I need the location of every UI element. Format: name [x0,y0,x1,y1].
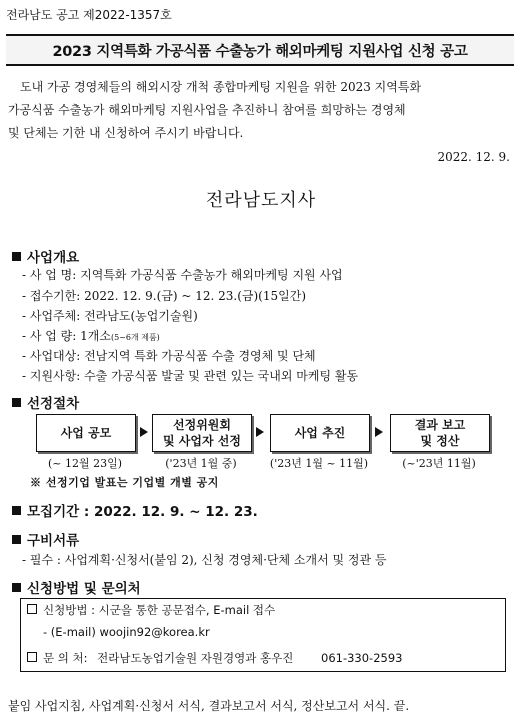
section-heading-application: 신청방법 및 문의처 [12,577,141,597]
section-heading-selection: 선정절차 [12,392,79,412]
notice-date: 2022. 12. 9. [437,150,510,164]
section-heading-recruitment: 모집기간 : 2022. 12. 9. ~ 12. 23. [12,500,258,520]
page-title [6,34,514,66]
application-email: - (E-mail) woojin92@korea.kr [43,625,210,639]
overview-item: - 사업주체: 전라남도(농업기술원) [22,309,198,323]
overview-item: - 지원사항: 수출 가공식품 발굴 및 관련 있는 국내외 마케팅 활동 [22,369,359,383]
section-heading-documents: 구비서류 [12,529,79,549]
notice-number: 전라남도 공고 제2022-1357호 [6,8,172,22]
flow-step-4-caption: (~'23년 11월) [402,457,476,470]
flow-step-4: 결과 보고 및 정산 [390,414,490,452]
flow-step-3-caption: ('23년 1월 ~ 11월) [269,457,369,470]
inquiry-box [20,598,506,672]
intro-paragraph [8,76,514,145]
attachments-footer: 붙임 사업지침, 사업계획·신청서 서식, 결과보고서 서식, 정산보고서 서식. 끝. [8,699,410,713]
square-bullet-icon [12,398,21,407]
flow-step-2: 선정위원회 및 사업자 선정 [152,414,252,452]
checkbox-icon [27,604,37,614]
checkbox-icon [27,652,37,662]
arrow-right-icon [140,427,148,437]
documents-item: - 필수 : 사업계획·신청서(붙임 2), 신청 경영체·단체 소개서 및 정관 등 [22,553,387,567]
overview-volume: - 사 업 량: 1개소 [22,329,111,343]
arrow-right-icon [375,427,383,437]
contact-phone: 061-330-2593 [321,651,403,665]
flow-step-1-caption: (~ 12월 23일) [47,457,123,470]
arrow-right-icon [256,427,264,437]
square-bullet-icon [12,506,21,515]
overview-item [22,327,160,344]
overview-item: - 사 업 명: 지역특화 가공식품 수출농가 해외마케팅 지원 사업 [22,268,343,282]
intro-line: 및 단체는 기한 내 신청하여 주시기 바랍니다. [8,126,244,140]
overview-item: - 사업대상: 전남지역 특화 가공식품 수출 경영체 및 단체 [22,349,316,363]
intro-line: 도내 가공 경영체들의 해외시장 개척 종합마케팅 지원을 위한 2023 지역특화 [20,80,422,94]
application-method-row: 신청방법 : 시군을 통한 공문접수, E-mail 접수 [27,602,275,618]
square-bullet-icon [12,535,21,544]
section-heading-overview: 사업개요 [12,246,79,266]
page-title-text: 2023 지역특화 가공식품 수출농가 해외마케팅 지원사업 신청 공고 [52,43,468,60]
intro-line: 가공식품 수출농가 해외마케팅 지원사업을 추진하니 참여를 희망하는 경영체 [8,103,406,117]
flow-step-3: 사업 추진 [270,414,370,452]
signatory: 전라남도지사 [205,190,317,211]
overview-volume-note: (5~6개 제품) [110,333,160,342]
square-bullet-icon [12,583,21,592]
overview-item: - 접수기한: 2022. 12. 9.(금) ~ 12. 23.(금)(15일간) [22,289,307,303]
contact-row: 문 의 처: 전라남도농업기술원 자원경영과 홍우진 061-330-2593 [27,650,402,666]
square-bullet-icon [12,252,21,261]
flow-step-2-caption: ('23년 1월 중) [165,457,237,470]
selection-note: ※ 선정기업 발표는 기업별 개별 공지 [30,476,219,489]
flow-step-1: 사업 공모 [36,414,136,452]
